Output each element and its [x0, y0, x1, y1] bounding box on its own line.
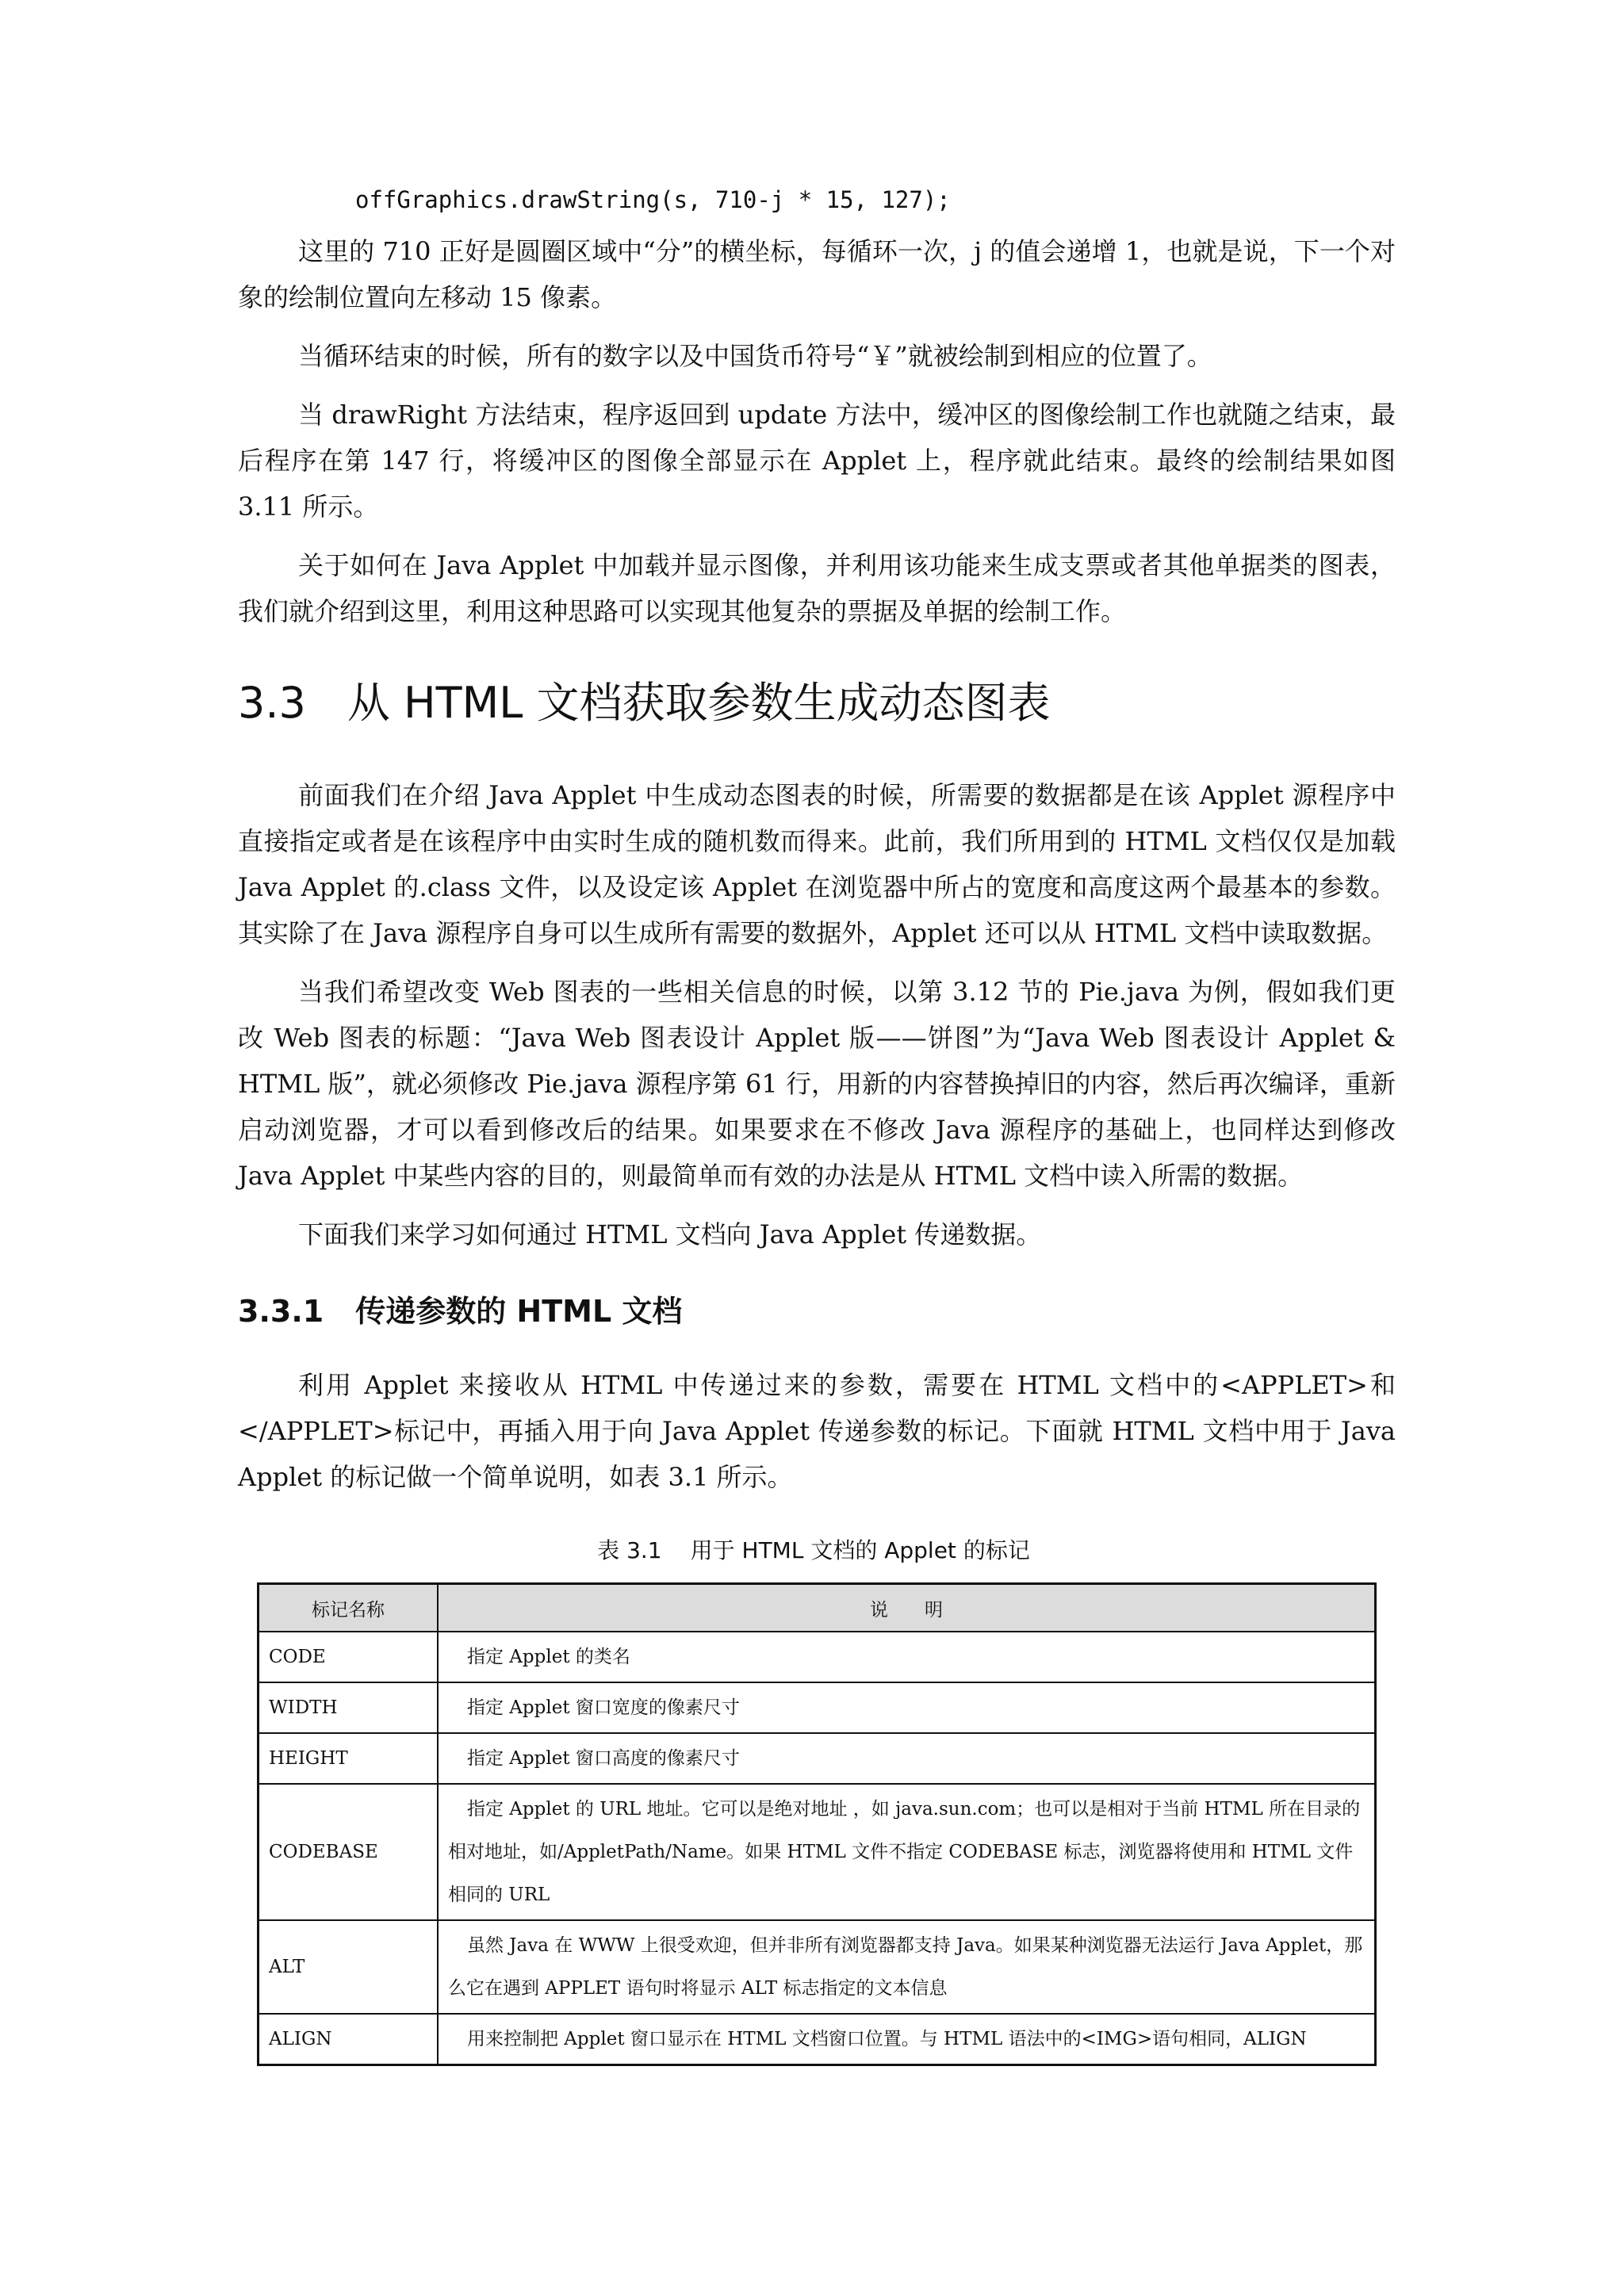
subsection-heading	[238, 1289, 1396, 1334]
applet-tags-table	[257, 1582, 1377, 2066]
table-row	[259, 1920, 1376, 2014]
body-paragraph: 下面我们来学习如何通过 HTML 文档向 Java Applet 传递数据。	[298, 1219, 1042, 1249]
table-header-row	[259, 1584, 1376, 1632]
tag-description-cell: 指定 Applet 窗口宽度的像素尺寸	[438, 1682, 1376, 1733]
section-heading	[238, 675, 1396, 731]
section-title: 从 HTML 文档获取参数生成动态图表	[347, 678, 1051, 728]
table-row	[259, 1733, 1376, 1784]
tag-name-cell: HEIGHT	[259, 1733, 439, 1784]
code-snippet: offGraphics.drawString(s, 710-j * 15, 127);	[355, 186, 951, 213]
body-paragraph: 当 drawRight 方法结束，程序返回到 update 方法中，缓冲区的图像绘制工作也就随之结束，最后程序在第 147 行，将缓冲区的图像全部显示在 Applet 上，程序就此结束。最终的绘制结果如图 3.11 所示。	[238, 400, 1396, 522]
body-paragraph: 当循环结束的时候，所有的数字以及中国货币符号“￥”就被绘制到相应的位置了。	[298, 341, 1212, 371]
table-caption	[238, 1533, 1396, 1565]
table-row	[259, 1784, 1376, 1920]
tag-description-cell: 用来控制把 Applet 窗口显示在 HTML 文档窗口位置。与 HTML 语法中的<IMG>语句相同，ALIGN	[438, 2014, 1376, 2065]
tag-name-cell: ALIGN	[259, 2014, 439, 2065]
body-paragraph: 当我们希望改变 Web 图表的一些相关信息的时候，以第 3.12 节的 Pie.java 为例，假如我们更改 Web 图表的标题：“Java Web 图表设计 Applet 版——饼图”为“Java Web 图表设计 Applet & HTML 版”，就必须修改 Pie.java 源程序第 61 行，用新的内容替换掉旧的内容，然后再次编译，重新启动浏览器，才可以看到修改后的结果。如果要求在不修改 Java 源程序的基础上，也同样达到修改 Java Applet 中某些内容的目的，则最简单而有效的办法是从 HTML 文档中读入所需的数据。	[238, 977, 1396, 1191]
body-paragraph: 关于如何在 Java Applet 中加载并显示图像，并利用该功能来生成支票或者其他单据类的图表，我们就介绍到这里，利用这种思路可以实现其他复杂的票据及单据的绘制工作。	[238, 550, 1396, 626]
subsection-title: 传递参数的 HTML 文档	[355, 1294, 683, 1329]
table-caption-number: 表 3.1	[597, 1537, 662, 1563]
tag-name-cell: ALT	[259, 1920, 439, 2014]
column-header-tag-name: 标记名称	[259, 1584, 439, 1632]
body-paragraph: 这里的 710 正好是圆圈区域中“分”的横坐标，每循环一次，j 的值会递增 1，也就是说，下一个对象的绘制位置向左移动 15 像素。	[238, 236, 1396, 312]
table-row	[259, 1682, 1376, 1733]
body-paragraph: 前面我们在介绍 Java Applet 中生成动态图表的时候，所需要的数据都是在该 Applet 源程序中直接指定或者是在该程序中由实时生成的随机数而得来。此前，我们所用到的 HTML 文档仅仅是加载 Java Applet 的.class 文件，以及设定该 Applet 在浏览器中所占的宽度和高度这两个最基本的参数。其实除了在 Java 源程序自身可以生成所有需要的数据外，Applet 还可以从 HTML 文档中读取数据。	[238, 780, 1396, 948]
column-header-description: 说 明	[438, 1584, 1376, 1632]
tag-name-cell: CODE	[259, 1632, 439, 1682]
section-number: 3.3	[238, 678, 306, 728]
body-paragraph: 利用 Applet 来接收从 HTML 中传递过来的参数，需要在 HTML 文档中的<APPLET>和</APPLET>标记中，再插入用于向 Java Applet 传递参数的标记。下面就 HTML 文档中用于 Java Applet 的标记做一个简单说明，如表 3.1 所示。	[238, 1370, 1396, 1492]
table-row	[259, 1632, 1376, 1682]
table-caption-title: 用于 HTML 文档的 Applet 的标记	[690, 1537, 1030, 1563]
subsection-number: 3.3.1	[238, 1294, 324, 1329]
tag-description-cell: 虽然 Java 在 WWW 上很受欢迎，但并非所有浏览器都支持 Java。如果某种浏览器无法运行 Java Applet，那么它在遇到 APPLET 语句时将显示 ALT 标志指定的文本信息	[438, 1920, 1376, 2014]
tag-description-cell: 指定 Applet 的 URL 地址。它可以是绝对地址 ，如 java.sun.com；也可以是相对于当前 HTML 所在目录的相对地址，如/AppletPath/Name。如果 HTML 文件不指定 CODEBASE 标志，浏览器将使用和 HTML 文件相同的 URL	[438, 1784, 1376, 1920]
tag-description-cell: 指定 Applet 窗口高度的像素尺寸	[438, 1733, 1376, 1784]
tag-name-cell: WIDTH	[259, 1682, 439, 1733]
tag-description-cell: 指定 Applet 的类名	[438, 1632, 1376, 1682]
tag-name-cell: CODEBASE	[259, 1784, 439, 1920]
table-row	[259, 2014, 1376, 2065]
document-page	[238, 182, 1396, 2066]
